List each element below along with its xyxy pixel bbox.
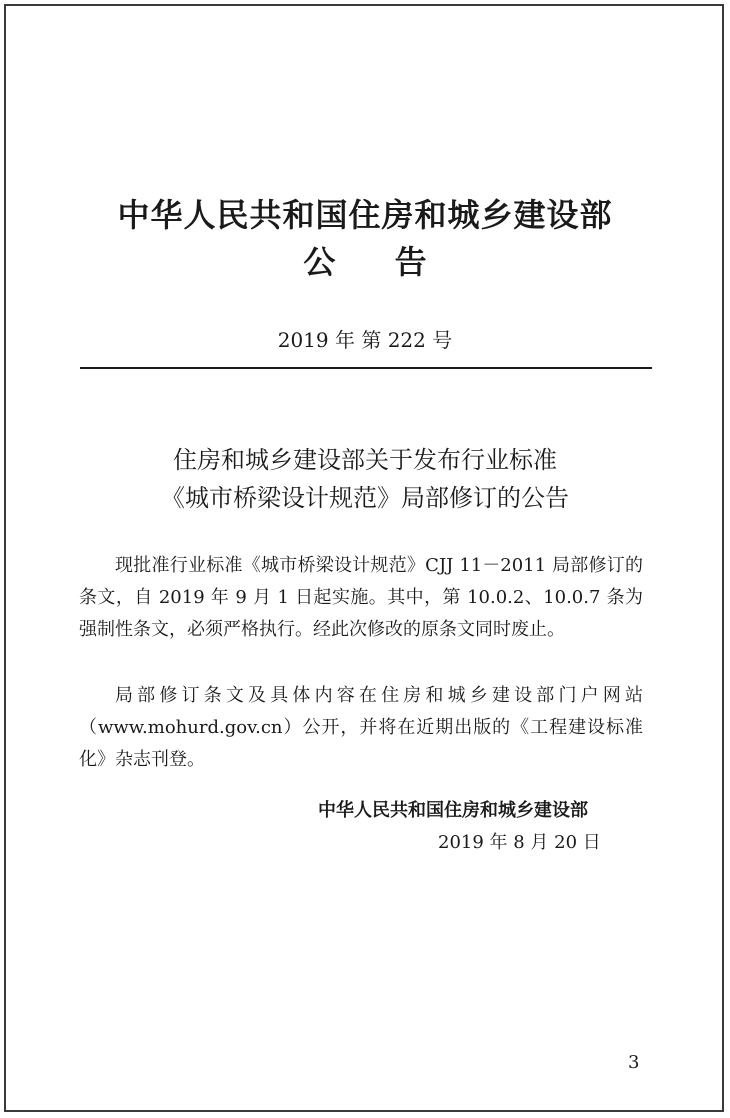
notice-title-line-1: 住房和城乡建设部关于发布行业标准 <box>173 446 557 474</box>
document-number: 2019 年 第 222 号 <box>277 328 453 352</box>
page-number: 3 <box>628 1052 640 1073</box>
body-paragraph-1: 现批准行业标准《城市桥梁设计规范》CJJ 11－2011 局部修订的条文，自 2019 年 9 月 1 日起实施。其中，第 10.0.2、10.0.7 条为强制性条文，必须严格执行。经此次修改的原条文同时废止。 <box>79 555 643 640</box>
body-paragraph-2: 局部修订条文及具体内容在住房和城乡建设部门户网站（www.mohurd.gov.cn）公开，并将在近期出版的《工程建设标准化》杂志刊登。 <box>79 685 643 770</box>
notice-title-line-2: 《城市桥梁设计规范》局部修订的公告 <box>161 484 569 512</box>
ministry-heading: 中华人民共和国住房和城乡建设部 <box>117 196 613 234</box>
header-divider <box>80 367 652 369</box>
signature-organization: 中华人民共和国住房和城乡建设部 <box>318 800 588 821</box>
signature-date: 2019 年 8 月 20 日 <box>438 832 601 853</box>
notice-heading: 公 告 <box>303 243 427 281</box>
